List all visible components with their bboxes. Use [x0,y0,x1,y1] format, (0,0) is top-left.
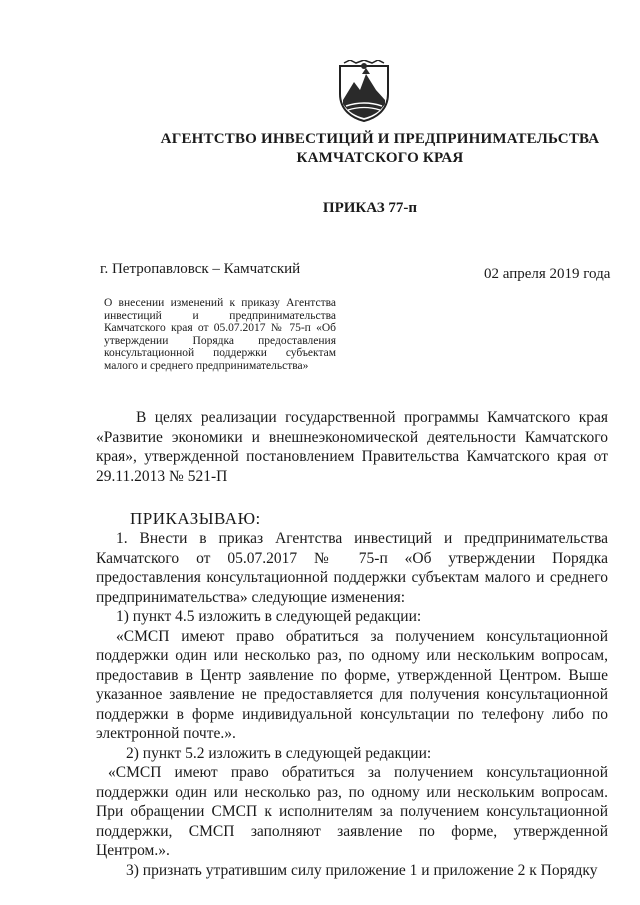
agency-name-line1: АГЕНТСТВО ИНВЕСТИЦИЙ И ПРЕДПРИНИМАТЕЛЬСТВА [160,131,600,147]
item-1-1: 1) пункт 4.5 изложить в следующей редакции: [116,608,422,625]
item-1-1-text: «СМСП имеют право обратиться за получением консультационной поддержки один или несколько раз, по одному или нескольким вопросам, предоставив в Центр заявление по форме, утвержденной Центром. Выше указанное заявление не предоставляется для получения консультационной поддержки в форме индивидуальной консультации по телефону либо по электронной почте.». [96,627,608,742]
item-1-2-text: «СМСП имеют право обратиться за получением консультационной поддержки один или несколько раз, по одному или нескольким вопросам. При обращении СМСП к исполнителям за получением консультационной поддержки, СМСП заполняют заявление по форме, утвержденной Центром.». [96,764,608,859]
item-1: 1. Внести в приказ Агентства инвестиций и предпринимательства Камчатского от 05.07.2017 № 75-п «Об утверждении Порядка предоставления консультационной поддержки субъектам малого и среднего предпринимательства» следующие изменения: [96,530,608,606]
intro-paragraph: В целях реализации государственной программы Камчатского края «Развитие экономики и внешнеэкономической деятельности Камчатского края», утвержденной постановлением Правительства Камчатского края от 29.11.2013 № 521-П [96,409,608,485]
order-word: ПРИКАЗЫВАЮ: [130,509,261,528]
city: г. Петропавловск – Камчатский [100,261,301,277]
order-title: ПРИКАЗ 77-п [322,200,418,216]
item-1-2: 2) пункт 5.2 изложить в следующей редакции: [126,744,432,762]
order-date: 02 апреля 2019 года [484,266,611,282]
item-1-3: 3) признать утратившим силу приложение 1 и приложение 2 к Порядку [126,861,598,879]
coat-of-arms-icon [336,60,392,122]
agency-name-line2: КАМЧАТСКОГО КРАЯ [296,150,464,166]
order-items [96,529,608,880]
order-subject: О внесении изменений к приказу Агентства инвестиций и предпринимательства Камчатского края от 05.07.2017 № 75-п «Об утверждении Порядка предоставления консультационной поддержки субъектам малого и среднего предпринимательства» [104,297,336,372]
